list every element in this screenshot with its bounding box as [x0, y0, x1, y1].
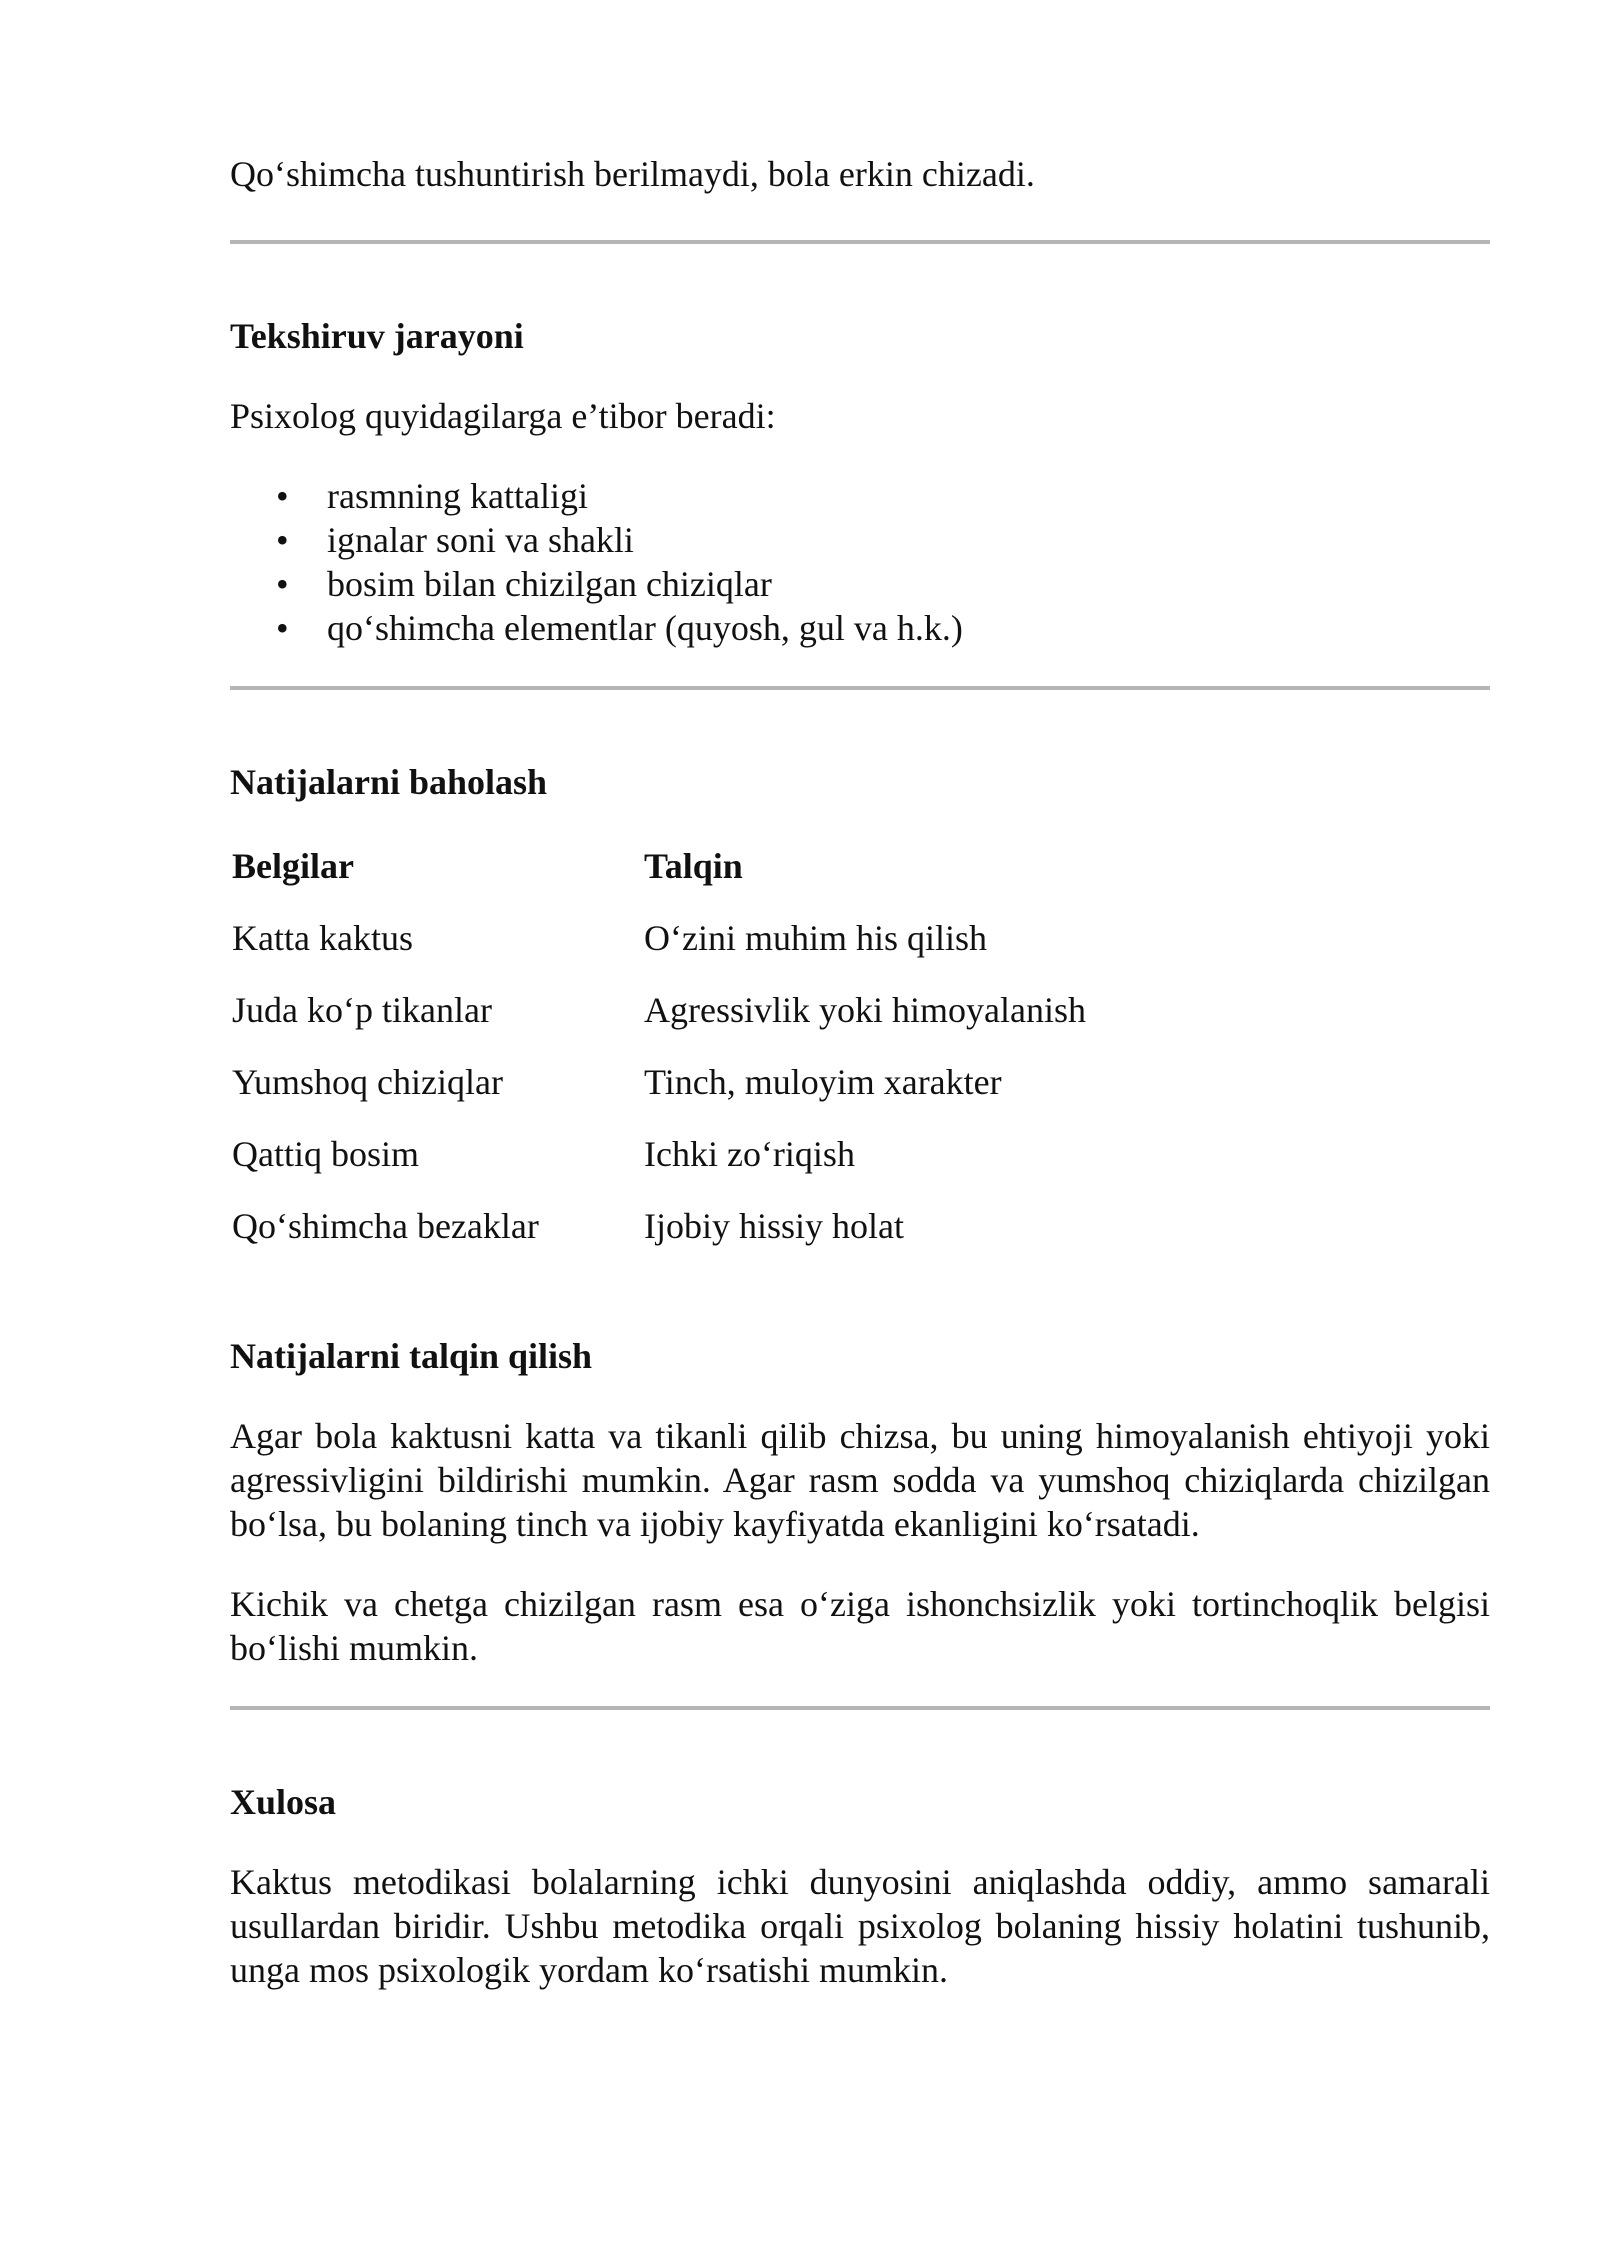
bullet-icon: • [276, 520, 289, 560]
conclusion-paragraph: Kaktus metodikasi bolalarning ichki dunyosini aniqlashda oddiy, ammo samarali usullardan biridir. Ushbu metodika orqali psixolog bolaning hissiy holatini tushunib, unga mos psixologik yordam ko‘rsatishi mumkin. [230, 1862, 1490, 1990]
table-cell: Agressivlik yoki himoyalanish [644, 990, 1086, 1030]
table-cell: Katta kaktus [232, 918, 413, 958]
process-lead: Psixolog quyidagilarga e’tibor beradi: [230, 396, 776, 436]
bullet-icon: • [276, 476, 289, 516]
heading-conclusion: Xulosa [230, 1782, 337, 1822]
heading-evaluation: Natijalarni baholash [230, 762, 548, 802]
list-item-text: rasmning kattaligi [327, 476, 588, 516]
heading-process: Tekshiruv jarayoni [230, 316, 524, 356]
interpretation-paragraph: Kichik va chetga chizilgan rasm esa o‘ziga ishonchsizlik yoki tortinchoqlik belgisi bo‘lishi mumkin. [230, 1584, 1490, 1668]
list-item-text: qo‘shimcha elementlar (quyosh, gul va h.k.) [327, 608, 963, 648]
list-item [230, 562, 1490, 606]
table-cell: Qo‘shimcha bezaklar [232, 1206, 539, 1246]
table-cell: Ijobiy hissiy holat [644, 1206, 904, 1246]
table-cell: O‘zini muhim his qilish [644, 918, 988, 958]
list-item-text: ignalar soni va shakli [327, 520, 634, 560]
document-page [230, 0, 1490, 1992]
divider [230, 686, 1490, 690]
heading-interpretation: Natijalarni talqin qilish [230, 1336, 593, 1376]
table-row [230, 988, 1086, 1060]
table-row [230, 916, 1086, 988]
divider [230, 240, 1490, 244]
process-list [230, 474, 1490, 650]
table-header-interpretation: Talqin [644, 846, 743, 886]
list-item [230, 518, 1490, 562]
table-cell: Tinch, muloyim xarakter [644, 1062, 1002, 1102]
list-item [230, 474, 1490, 518]
bullet-icon: • [276, 564, 289, 604]
table-row [230, 1132, 1086, 1204]
table-header-row [230, 844, 1086, 916]
table-cell: Qattiq bosim [232, 1134, 419, 1174]
intro-paragraph: Qo‘shimcha tushuntirish berilmaydi, bola erkin chizadi. [230, 154, 1035, 194]
table-row [230, 1060, 1086, 1132]
divider [230, 1706, 1490, 1710]
list-item [230, 606, 1490, 650]
table-cell: Yumshoq chiziqlar [232, 1062, 503, 1102]
table-cell: Juda ko‘p tikanlar [232, 990, 492, 1030]
table-header-signs: Belgilar [232, 846, 354, 886]
table-cell: Ichki zo‘riqish [644, 1134, 855, 1174]
evaluation-table [230, 844, 1086, 1276]
list-item-text: bosim bilan chizilgan chiziqlar [327, 564, 772, 604]
bullet-icon: • [276, 608, 289, 648]
table-row [230, 1204, 1086, 1276]
interpretation-paragraph: Agar bola kaktusni katta va tikanli qilib chizsa, bu uning himoyalanish ehtiyoji yoki agressivligini bildirishi mumkin. Agar rasm sodda va yumshoq chiziqlarda chizilgan bo‘lsa, bu bolaning tinch va ijobiy kayfiyatda ekanligini ko‘rsatadi. [230, 1416, 1490, 1544]
